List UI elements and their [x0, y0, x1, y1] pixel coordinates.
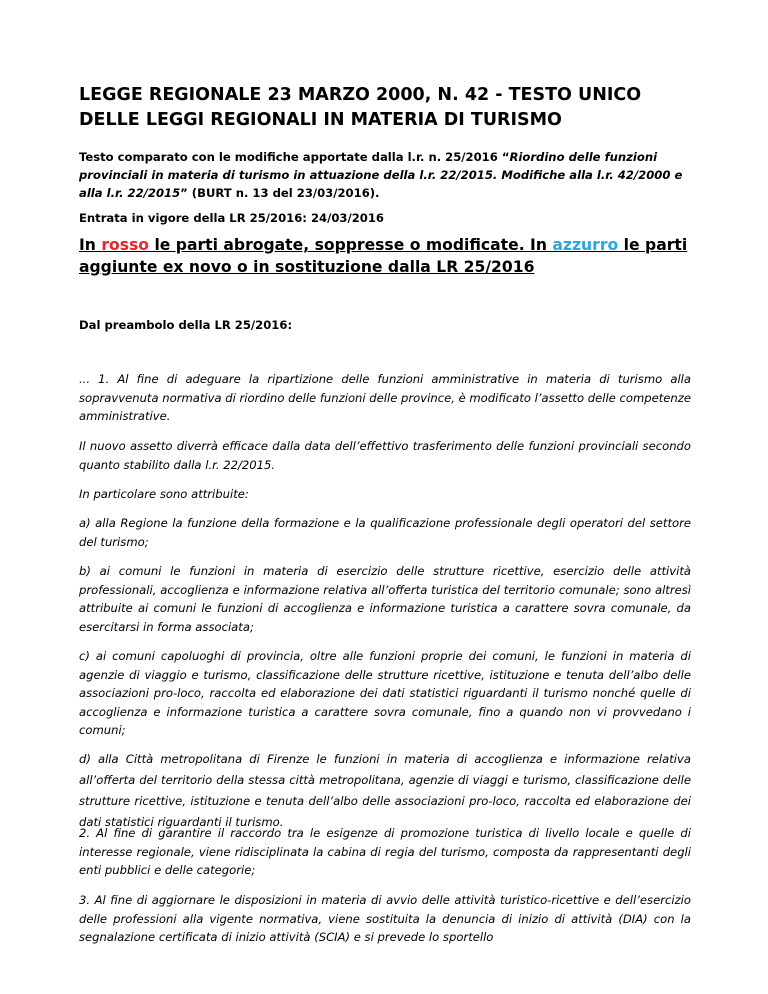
- paragraph: b) ai comuni le funzioni in materia di esercizio delle strutture ricettive, esercizio delle attività professionali, accoglienza e informazione relativa all’offerta turistica del territorio comunale; sono altresì attribuite ai comuni le funzioni di accoglienza e informazione turistica a carattere sovra comunale, da esercitarsi in forma associata;: [79, 564, 691, 634]
- paragraph: In particolare sono attribuite:: [79, 487, 249, 501]
- subtitle-prefix: Testo comparato con le modifiche apportate dalla l.r. n. 25/2016 “: [79, 150, 510, 164]
- legend-part3: le parti aggiunte ex novo o in sostituzione dalla LR 25/2016: [79, 236, 688, 276]
- paragraph: Il nuovo assetto diverrà efficace dalla data dell’effettivo trasferimento delle funzioni provinciali secondo quanto stabilito dalla l.r. 22/2015.: [79, 439, 691, 472]
- entry-into-force: Entrata in vigore della LR 25/2016: 24/03/2016: [79, 211, 384, 225]
- legend-red-word: rosso: [101, 236, 150, 254]
- subtitle-suffix: ” (BURT n. 13 del 23/03/2016).: [180, 186, 380, 200]
- paragraph: c) ai comuni capoluoghi di provincia, oltre alle funzioni proprie dei comuni, le funzioni in materia di agenzie di viaggio e turismo, classificazione delle strutture ricettive, istituzione e tenuta dell’albo delle associazioni pro-loco, raccolta ed elaborazione dei dati statistici riguardanti il turismo nonché quelle di accoglienza e informazione turistica a carattere sovra comunale, fino a quando non vi provvedano i comuni;: [79, 649, 691, 737]
- paragraph: 2. Al fine di garantire il raccordo tra le esigenze di promozione turistica di livello locale e quelle di interesse regionale, viene ridisciplinata la cabina di regia del turismo, composta da rappresentanti degli enti pubblici e delle categorie;: [79, 826, 691, 877]
- document-title: LEGGE REGIONALE 23 MARZO 2000, N. 42 - TESTO UNICO DELLE LEGGI REGIONALI IN MATERIA DI TURISMO: [79, 85, 642, 130]
- subtitle-law-title: Riordino delle funzioni provinciali in materia di turismo in attuazione della l.r. 22/2015. Modifiche alla l.r. 42/2000 e alla l.r. 22/2015: [79, 150, 683, 200]
- legend-part1: In: [79, 236, 102, 254]
- document-subtitle: [79, 148, 691, 202]
- legend-blue-word: azzurro: [552, 236, 619, 254]
- paragraph: ... 1. Al fine di adeguare la ripartizione delle funzioni amministrative in materia di turismo alla sopravvenuta normativa di riordino delle funzioni delle province, è modificato l’assetto delle competenze amministrative.: [79, 372, 691, 423]
- paragraph: 3. Al fine di aggiornare le disposizioni in materia di avvio delle attività turistico-ricettive e dell’esercizio delle professioni alla vigente normativa, viene sostituita la denuncia di inizio di attività (DIA) con la segnalazione certificata di inizio attività (SCIA) e si prevede lo sportello: [79, 893, 691, 944]
- paragraph: a) alla Regione la funzione della formazione e la qualificazione professionale degli operatori del settore del turismo;: [79, 516, 691, 549]
- color-legend: [79, 234, 691, 278]
- paragraph: d) alla Città metropolitana di Firenze le funzioni in materia di accoglienza e informazione relativa all’offerta del territorio della stessa città metropolitana, agenzie di viaggi e turismo, classificazione delle strutture ricettive, istituzione e tenuta dell’albo delle associazioni pro-loco, raccolta ed elaborazione dei dati statistici riguardanti il turismo.: [79, 752, 691, 829]
- legend-part2: le parti abrogate, soppresse o modificate. In: [149, 236, 553, 254]
- preamble-heading: Dal preambolo della LR 25/2016:: [79, 318, 293, 332]
